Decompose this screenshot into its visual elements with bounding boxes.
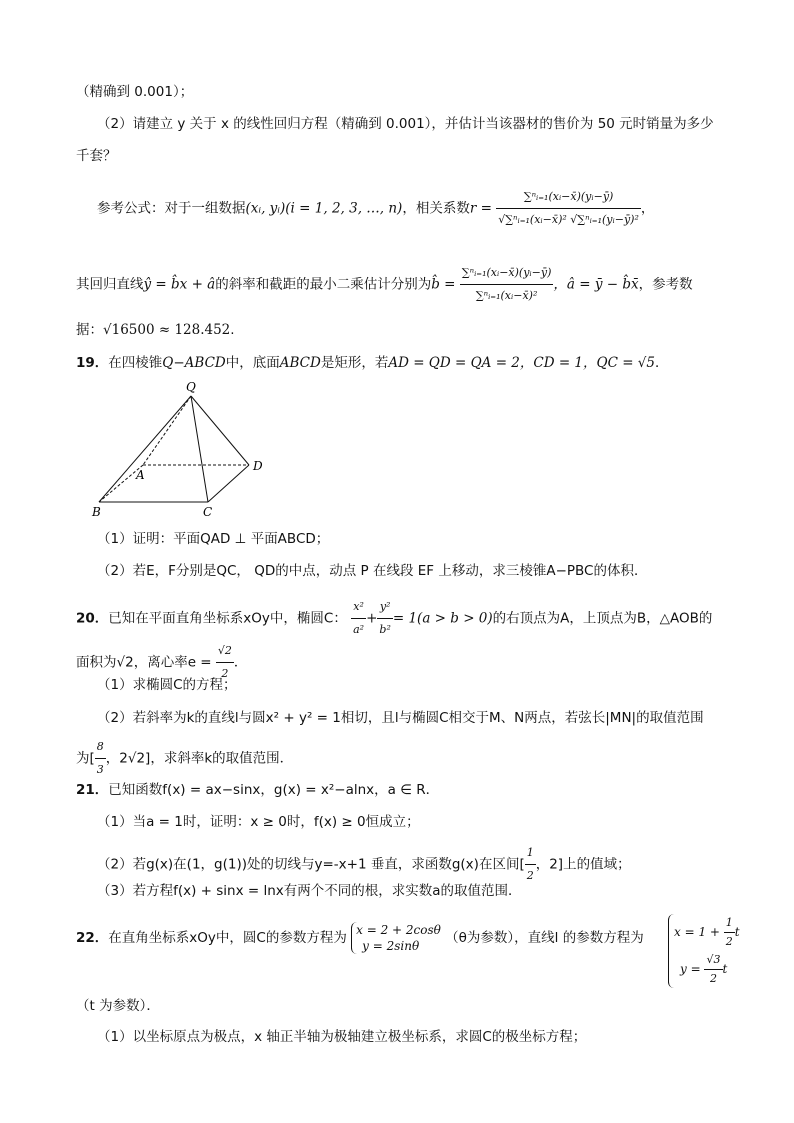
p18-question-2-cont: 千套？ (76, 148, 117, 164)
edge-QD (191, 396, 249, 465)
label-Q: Q (186, 380, 196, 394)
p21-stem: 21．已知函数f(x) = ax−sinx，g(x) = x²−alnx，a ∈ R． (76, 782, 440, 798)
p18-reference-formula: 参考公式：对于一组数据(xᵢ, yᵢ)(i = 1, 2, 3, …, n)，相关系数r = $\frac{\text{∑ⁿᵢ₌₁(xᵢ−x̄)(yᵢ−ȳ)}}{\text{√∑ⁿᵢ₌₁(xᵢ−x̄)² √∑ⁿᵢ₌₁(yᵢ−ȳ)²}}$ ， (97, 186, 654, 231)
label-D: D (253, 459, 263, 473)
mn-lower-bound-fraction: $\frac{8}{3}$ (95, 736, 106, 781)
p18-precision-note: （精确到 0.001）； (76, 84, 194, 100)
p18-reference-data: 据：√16500 ≈ 128.452. (76, 322, 235, 338)
line-y-fraction: $\frac{√3}{2}$ (706, 953, 721, 985)
ellipse-x-term: $\frac{\text{x²}}{\text{a²}}$ (351, 596, 366, 641)
slope-fraction: $\frac{\text{∑ⁿᵢ₌₁(xᵢ−x̄)(yᵢ−ȳ)}}{\text{∑ⁿᵢ₌₁(xᵢ−x̄)²}}$ (460, 262, 554, 307)
p22-question-1: （1）以坐标原点为极点，x 轴正半轴为极轴建立极坐标系，求圆C的极坐标方程； (97, 1029, 587, 1045)
p22-stem: 22．在直角坐标系xOy中，圆C的参数方程为 x = 2 + 2cosθ y = 2sinθ （θ为参数），直线l 的参数方程为 (76, 923, 644, 953)
circle-parametric-system: x = 2 + 2cosθ y = 2sinθ (351, 922, 441, 954)
interval-lower-fraction: $\frac{1}{2}$ (525, 842, 536, 887)
p22-param-note: （t 为参数）． (76, 998, 160, 1014)
p21-question-2: （2）若g(x)在(1，g(1))处的切线与y=-x+1 垂直，求函数g(x)在区间[ $\frac{1}{2}$ ，2]上的值域； (97, 842, 631, 887)
eccentricity-fraction: $\frac{√2}{2}$ (216, 640, 234, 685)
edge-QA (143, 396, 191, 465)
p20-question-2: （2）若斜率为k的直线l与圆x² + y² = 1相切，且l与椭圆C相交于M、N两点，若弦长|MN|的取值范围 (97, 710, 704, 726)
edge-CD (208, 465, 249, 502)
p18-regression-formula: 其回归直线ŷ = b̂x + â的斜率和截距的最小二乘估计分别为b̂ = $\frac{\text{∑ⁿᵢ₌₁(xᵢ−x̄)(yᵢ−ȳ)}}{\text{∑ⁿᵢ₌₁(xᵢ−x̄)²}}$ ，â = ȳ − b̂x̄，参考数 (76, 262, 693, 307)
edge-QB (99, 396, 191, 502)
p21-question-3: （3）若方程f(x) + sinx = lnx有两个不同的根，求实数a的取值范围． (97, 883, 522, 899)
p20-area-eccentricity: 面积为√2，离心率e = $\frac{√2}{2}$ ． (76, 640, 247, 685)
line-parametric-system: x = 1 + $\frac{1}{2}$ t y = $\frac{√3}{2}$ t (668, 914, 740, 988)
label-A: A (136, 468, 145, 482)
p20-stem: 20．已知在平面直角坐标系xOy中，椭圆C： $\frac{\text{x²}}{\text{a²}}$ + $\frac{\text{y²}}{\text{b²}}$ = 1(a > b > 0)的右顶点为A，上顶点为B，△AOB的 (76, 596, 712, 641)
p21-question-1: （1）当a = 1时，证明：x ≥ 0时，f(x) ≥ 0恒成立； (97, 814, 420, 830)
edge-QC (191, 396, 208, 502)
p19-question-1: （1）证明：平面QAD ⊥ 平面ABCD； (97, 531, 330, 547)
label-B: B (92, 505, 101, 519)
line-x-fraction: $\frac{1}{2}$ (725, 916, 733, 948)
p20-question-1: （1）求椭圆C的方程； (97, 677, 237, 693)
label-C: C (203, 505, 213, 519)
p19-question-2: （2）若E，F分别是QC， QD的中点，动点 P 在线段 EF 上移动，求三棱锥A−PBC的体积． (97, 563, 648, 579)
pyramid-figure (88, 378, 278, 520)
p20-question-2-cont: 为[ $\frac{8}{3}$ ，2√2]，求斜率k的取值范围． (76, 736, 293, 781)
correlation-fraction: $\frac{\text{∑ⁿᵢ₌₁(xᵢ−x̄)(yᵢ−ȳ)}}{\text{√∑ⁿᵢ₌₁(xᵢ−x̄)² √∑ⁿᵢ₌₁(yᵢ−ȳ)²}}$ (496, 186, 641, 231)
ellipse-y-term: $\frac{\text{y²}}{\text{b²}}$ (377, 596, 392, 641)
p18-question-2: （2）请建立 y 关于 x 的线性回归方程（精确到 0.001），并估计当该器材的售价为 50 元时销量为多少 (97, 116, 714, 132)
p19-stem: 19．在四棱锥Q−ABCD中，底面ABCD是矩形，若AD = QD = QA = 2，CD = 1，QC = √5． (76, 355, 669, 371)
